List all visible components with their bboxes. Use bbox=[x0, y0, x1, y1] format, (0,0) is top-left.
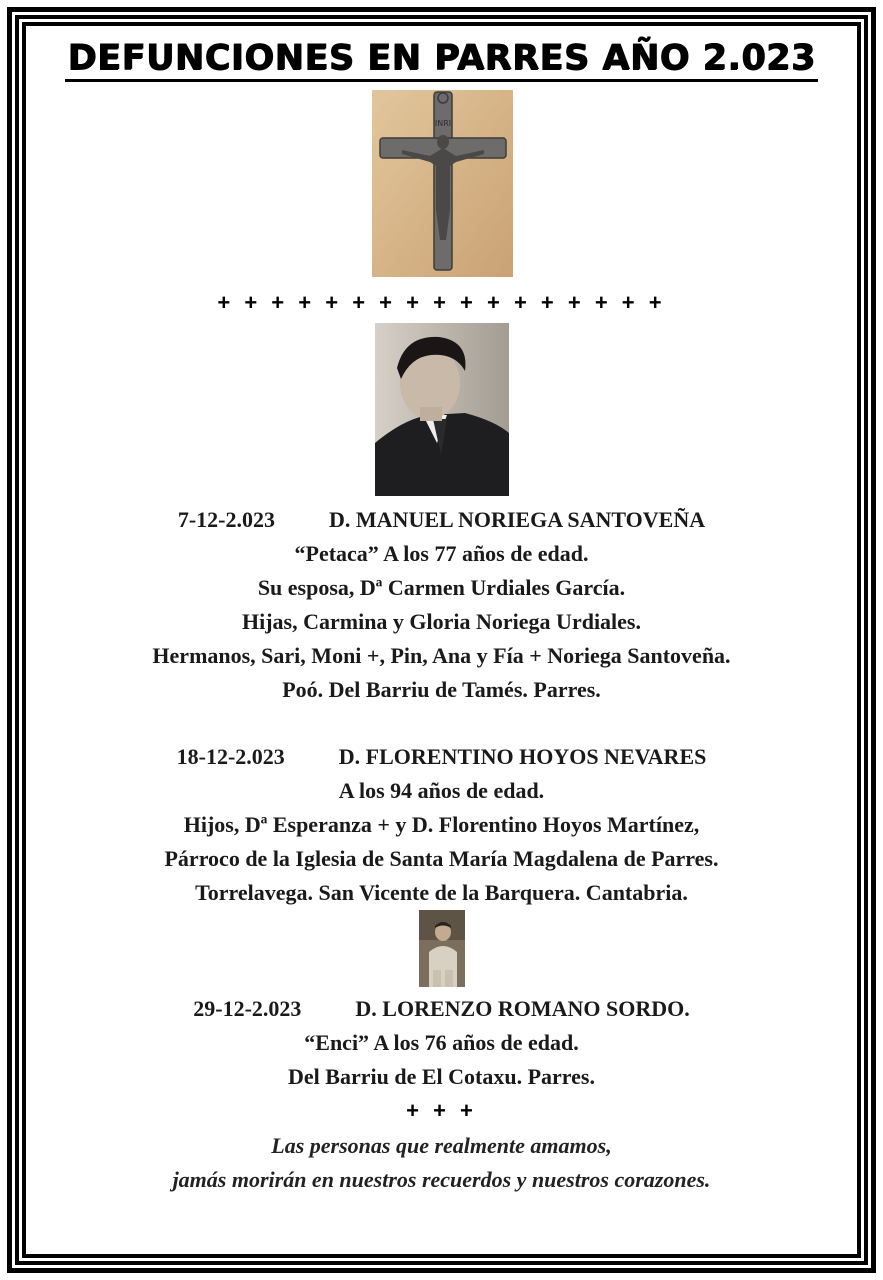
memorial-quote-line-2: jamás morirán en nuestros recuerdos y nuestros corazones. bbox=[172, 1167, 711, 1192]
entry-1-name: D. MANUEL NORIEGA SANTOVEÑA bbox=[329, 507, 706, 532]
entry-2-date: 18-12-2.023 bbox=[176, 744, 285, 769]
cross-separator: + + + + + + + + + + + + + + + + + bbox=[217, 290, 666, 315]
entry-1-line: “Petaca” A los 77 años de edad. bbox=[294, 541, 589, 566]
entry-1-line: Poó. Del Barriu de Tamés. Parres. bbox=[282, 677, 601, 702]
portrait-man-image bbox=[375, 323, 509, 496]
entry-1-line: Hijas, Carmina y Gloria Noriega Urdiales. bbox=[241, 609, 641, 634]
entry-3-headline bbox=[0, 996, 883, 1022]
entry-1-line: Hermanos, Sari, Moni +, Pin, Ana y Fía + Noriega Santoveña. bbox=[152, 643, 731, 668]
entry-3-date: 29-12-2.023 bbox=[193, 996, 302, 1021]
entry-2-line: Torrelavega. San Vicente de la Barquera. Cantabria. bbox=[195, 880, 688, 905]
page-title: DEFUNCIONES EN PARRES AÑO 2.023 bbox=[0, 38, 883, 78]
entry-2-line: Párroco de la Iglesia de Santa María Magdalena de Parres. bbox=[164, 846, 719, 871]
svg-text:INRI: INRI bbox=[434, 119, 452, 128]
entry-2-line: Hijos, Dª Esperanza + y D. Florentino Hoyos Martínez, bbox=[183, 812, 700, 837]
entry-2-line: A los 94 años de edad. bbox=[338, 778, 545, 803]
portrait-boy-image bbox=[419, 910, 465, 987]
entry-2-name: D. FLORENTINO HOYOS NEVARES bbox=[338, 744, 707, 769]
memorial-quote-line-1: Las personas que realmente amamos, bbox=[271, 1133, 612, 1158]
entry-1-line: Su esposa, Dª Carmen Urdiales García. bbox=[257, 575, 626, 600]
entry-3-line: “Enci” A los 76 años de edad. bbox=[304, 1030, 579, 1055]
entry-1-headline bbox=[0, 507, 883, 533]
entry-3-name: D. LORENZO ROMANO SORDO. bbox=[355, 996, 690, 1021]
entry-2-headline bbox=[0, 744, 883, 770]
entry-1-date: 7-12-2.023 bbox=[177, 507, 276, 532]
crucifix-image bbox=[372, 90, 513, 277]
bottom-cross-separator: + + + bbox=[406, 1098, 477, 1123]
entry-3-line: Del Barriu de El Cotaxu. Parres. bbox=[288, 1064, 595, 1089]
